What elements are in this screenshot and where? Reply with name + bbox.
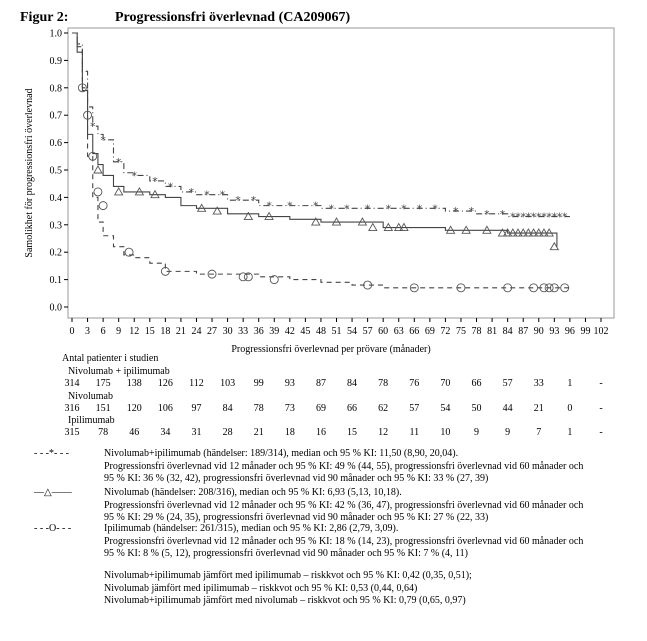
legend-line: Nivolumab (händelser: 208/316), median och 95 % KI: 6,93 (5,13, 10,18). [104,487,402,498]
risk-value: 78 [98,427,109,438]
risk-group-name: Ipilimumab [68,415,115,426]
risk-value: 106 [157,403,173,414]
risk-value: 69 [315,403,326,414]
censor-mark: * [385,202,392,216]
legend-line: Progressionsfri överlevnad vid 12 månader och 95 % KI: 49 % (44, 55), progressionsfri överlevnad vid 60 månader och [104,460,584,472]
y-tick-label: 0.0 [49,302,62,314]
legend-symbol: —△—— [34,487,72,498]
censor-mark: * [541,210,547,224]
legend-symbol: - - -*- - - [34,448,69,459]
censor-mark: * [432,202,438,216]
x-tick-label: 93 [549,326,560,337]
legend-entry [104,523,644,561]
risk-value: 7 [536,427,542,438]
x-tick-label: 45 [300,326,311,337]
risk-value: 15 [347,427,358,438]
figure-title: Progressionsfri överlevnad (CA209067) [115,10,351,25]
risk-value: 76 [409,378,420,389]
risk-group-name: Nivolumab + ipilimumab [68,366,170,377]
x-tick-label: 60 [378,326,389,337]
risk-value: 62 [378,403,389,414]
censor-mark [94,166,102,173]
x-tick-label: 48 [315,326,326,337]
censor-mark: * [89,120,96,134]
risk-value: 50 [471,403,482,414]
x-tick-label: 84 [502,326,513,337]
censor-mark: * [536,210,542,224]
risk-table-header: Antal patienter i studien [62,353,159,364]
censor-mark: * [453,205,459,219]
censor-mark: * [551,210,558,224]
censor-mark [99,202,107,210]
risk-value: 11 [409,427,420,438]
censor-mark [115,188,123,195]
x-tick-label: 63 [393,326,404,337]
censor-mark: * [510,210,516,224]
x-tick-label: 0 [69,326,75,337]
y-tick-label: 0.9 [49,55,62,67]
x-tick-label: 51 [331,326,342,337]
y-tick-label: 0.2 [49,247,62,259]
censor-mark: * [561,210,568,224]
legend-line: Ipilimumab (händelser: 261/315), median och 95 % KI: 2,86 (2,79, 3,09). [104,523,399,534]
censor-mark: * [546,210,552,224]
comparison-line: Nivolumab jämfört med ipilimumab – riskkvot och 95 % KI: 0,53 (0,44, 0,64) [104,582,418,594]
x-tick-label: 42 [284,326,295,337]
risk-value: 151 [95,403,111,414]
risk-value: 70 [440,378,451,389]
censor-mark [125,248,133,256]
y-tick-label: 0.7 [49,110,62,122]
x-tick-label: 18 [160,326,171,337]
risk-value: 84 [222,403,233,414]
comparisons [104,570,472,608]
censor-mark: * [115,155,122,169]
y-tick-label: 0.6 [49,138,62,150]
x-tick-label: 39 [269,326,280,337]
risk-value: 46 [129,427,140,438]
censor-mark: * [556,210,563,224]
figure-label: Figur 2: [20,10,69,25]
censor-mark: * [266,199,272,213]
risk-value: 175 [95,378,111,389]
legend-symbol: - - -O- - - [34,523,72,534]
comparison-line: Nivolumab+ipilimumab jämfört med nivolumab – riskkvot och 95 % KI: 0,79 (0,65, 0,97) [104,595,466,606]
risk-value: 103 [220,378,236,389]
risk-value: 54 [440,403,451,414]
risk-value: 93 [284,378,295,389]
risk-value: 316 [64,403,80,414]
censor-mark: * [530,210,537,224]
risk-value: 66 [347,403,358,414]
risk-value: 31 [191,427,202,438]
risk-value: - [599,403,603,414]
x-tick-label: 54 [347,326,358,337]
risk-value: 78 [378,378,389,389]
risk-value: 73 [284,403,295,414]
x-tick-label: 24 [191,326,202,337]
censor-mark: * [100,133,106,147]
censor-mark: * [313,199,319,213]
x-tick-label: 36 [253,326,264,337]
risk-value: 87 [315,378,326,389]
risk-value: 57 [502,378,513,389]
legend-entry [104,448,644,486]
risk-value: 57 [409,403,420,414]
risk-value: 138 [126,378,142,389]
risk-value: 10 [440,427,451,438]
risk-value: 16 [315,427,326,438]
censor-mark: * [468,205,475,219]
censor-mark [369,224,377,231]
risk-value: 28 [222,427,233,438]
legend-line: 95 % KI: 8 % (5, 12), progressionsfri överlevnad vid 90 månader och 95 % KI: 7 % (4, 11) [104,548,468,559]
censor-mark: * [131,169,137,183]
risk-value: 1 [567,427,573,438]
x-tick-label: 102 [593,326,609,337]
risk-value: 1 [567,378,573,389]
risk-value: 314 [64,378,80,389]
x-tick-label: 15 [144,326,155,337]
legend-entry [104,487,644,525]
y-tick-label: 0.4 [49,192,62,204]
censor-mark: * [167,180,174,194]
x-tick-label: 12 [129,326,140,337]
series-line-ipilimumab [72,33,570,288]
x-tick-label: 30 [222,326,233,337]
x-tick-label: 90 [533,326,544,337]
x-tick-label: 99 [580,326,591,337]
risk-value: 97 [191,403,202,414]
x-tick-label: 3 [85,326,91,337]
censor-mark: * [235,194,241,208]
x-tick-label: 27 [207,326,218,337]
risk-value: 315 [64,427,80,438]
risk-value: 66 [471,378,482,389]
risk-value: 33 [533,378,544,389]
censor-mark: * [416,202,423,216]
legend-line: Progressionsfri överlevnad vid 12 månader och 95 % KI: 42 % (36, 47), progressionsfri överlevnad vid 60 månader och [104,499,584,511]
x-tick-label: 21 [175,326,186,337]
risk-value: 112 [189,378,204,389]
censor-mark [94,188,102,196]
x-tick-label: 69 [424,326,435,337]
legend-line: 95 % KI: 36 % (32, 42), progressionsfri överlevnad vid 90 månader och 95 % KI: 33 % (27, 39) [104,473,489,484]
risk-value: 18 [284,427,295,438]
plot-frame [68,28,614,318]
x-tick-label: 72 [440,326,451,337]
x-tick-label: 6 [100,326,106,337]
risk-value: 44 [502,403,513,414]
censor-mark: * [219,188,226,202]
x-axis-label: Progressionsfri överlevnad per prövare (månader) [231,344,431,355]
x-tick-label: 78 [471,326,482,337]
risk-value: 21 [253,427,264,438]
censor-mark: * [287,199,293,213]
censor-mark: * [364,202,371,216]
risk-value: 0 [567,403,573,414]
y-tick-label: 0.5 [49,165,62,177]
risk-value: 9 [505,427,511,438]
y-tick-label: 1.0 [49,28,62,40]
censor-mark: * [525,210,532,224]
censor-mark: * [152,174,158,188]
y-tick-label: 0.3 [49,220,62,232]
x-tick-label: 66 [409,326,420,337]
x-tick-label: 33 [238,326,249,337]
risk-value: 78 [253,403,264,414]
censor-mark: * [520,210,526,224]
censor-mark: * [401,202,407,216]
risk-value: - [599,427,603,438]
risk-value: 12 [378,427,389,438]
legend-line: Nivolumab+ipilimumab (händelser: 189/314), median och 95 % KI: 11,50 (8,90, 20,04). [104,448,459,459]
legend-line: 95 % KI: 29 % (24, 35), progressionsfri överlevnad vid 90 månader och 95 % KI: 27 % (22, 33) [104,512,489,523]
risk-value: 9 [474,427,480,438]
y-tick-label: 0.8 [49,83,62,95]
risk-value: 84 [347,378,358,389]
censor-mark: * [484,207,490,221]
comparison-line: Nivolumab+ipilimumab jämfört med ipilimumab – riskkvot och 95 % KI: 0,42 (0,35, 0,51); [104,570,472,581]
risk-value: 120 [126,403,142,414]
risk-group-name: Nivolumab [68,391,113,402]
risk-value: - [599,378,603,389]
y-axis-label: Samolikhet för progressionsfri överlevnad [24,88,35,258]
censor-mark: * [188,185,195,199]
risk-value: 34 [160,427,171,438]
censor-mark: * [204,188,210,202]
censor-mark [270,276,278,284]
x-tick-label: 9 [116,326,122,337]
censor-mark: * [344,202,350,216]
risk-value: 21 [533,403,544,414]
censor-mark: * [328,202,335,216]
censor-mark: * [250,194,257,208]
censor-mark: * [515,210,521,224]
x-tick-label: 87 [518,326,529,337]
x-tick-label: 81 [487,326,498,337]
series-line-nivolumab-ipilimumab [72,33,570,217]
x-tick-label: 75 [455,326,466,337]
risk-value: 126 [157,378,173,389]
risk-value: 99 [253,378,264,389]
x-tick-label: 96 [564,326,575,337]
censor-mark: * [499,207,506,221]
x-tick-label: 57 [362,326,373,337]
y-tick-label: 0.1 [49,275,62,287]
legend-line: Progressionsfri överlevnad vid 12 månader och 95 % KI: 18 % (14, 23), progressionsfri överlevnad vid 60 månader och [104,535,584,547]
